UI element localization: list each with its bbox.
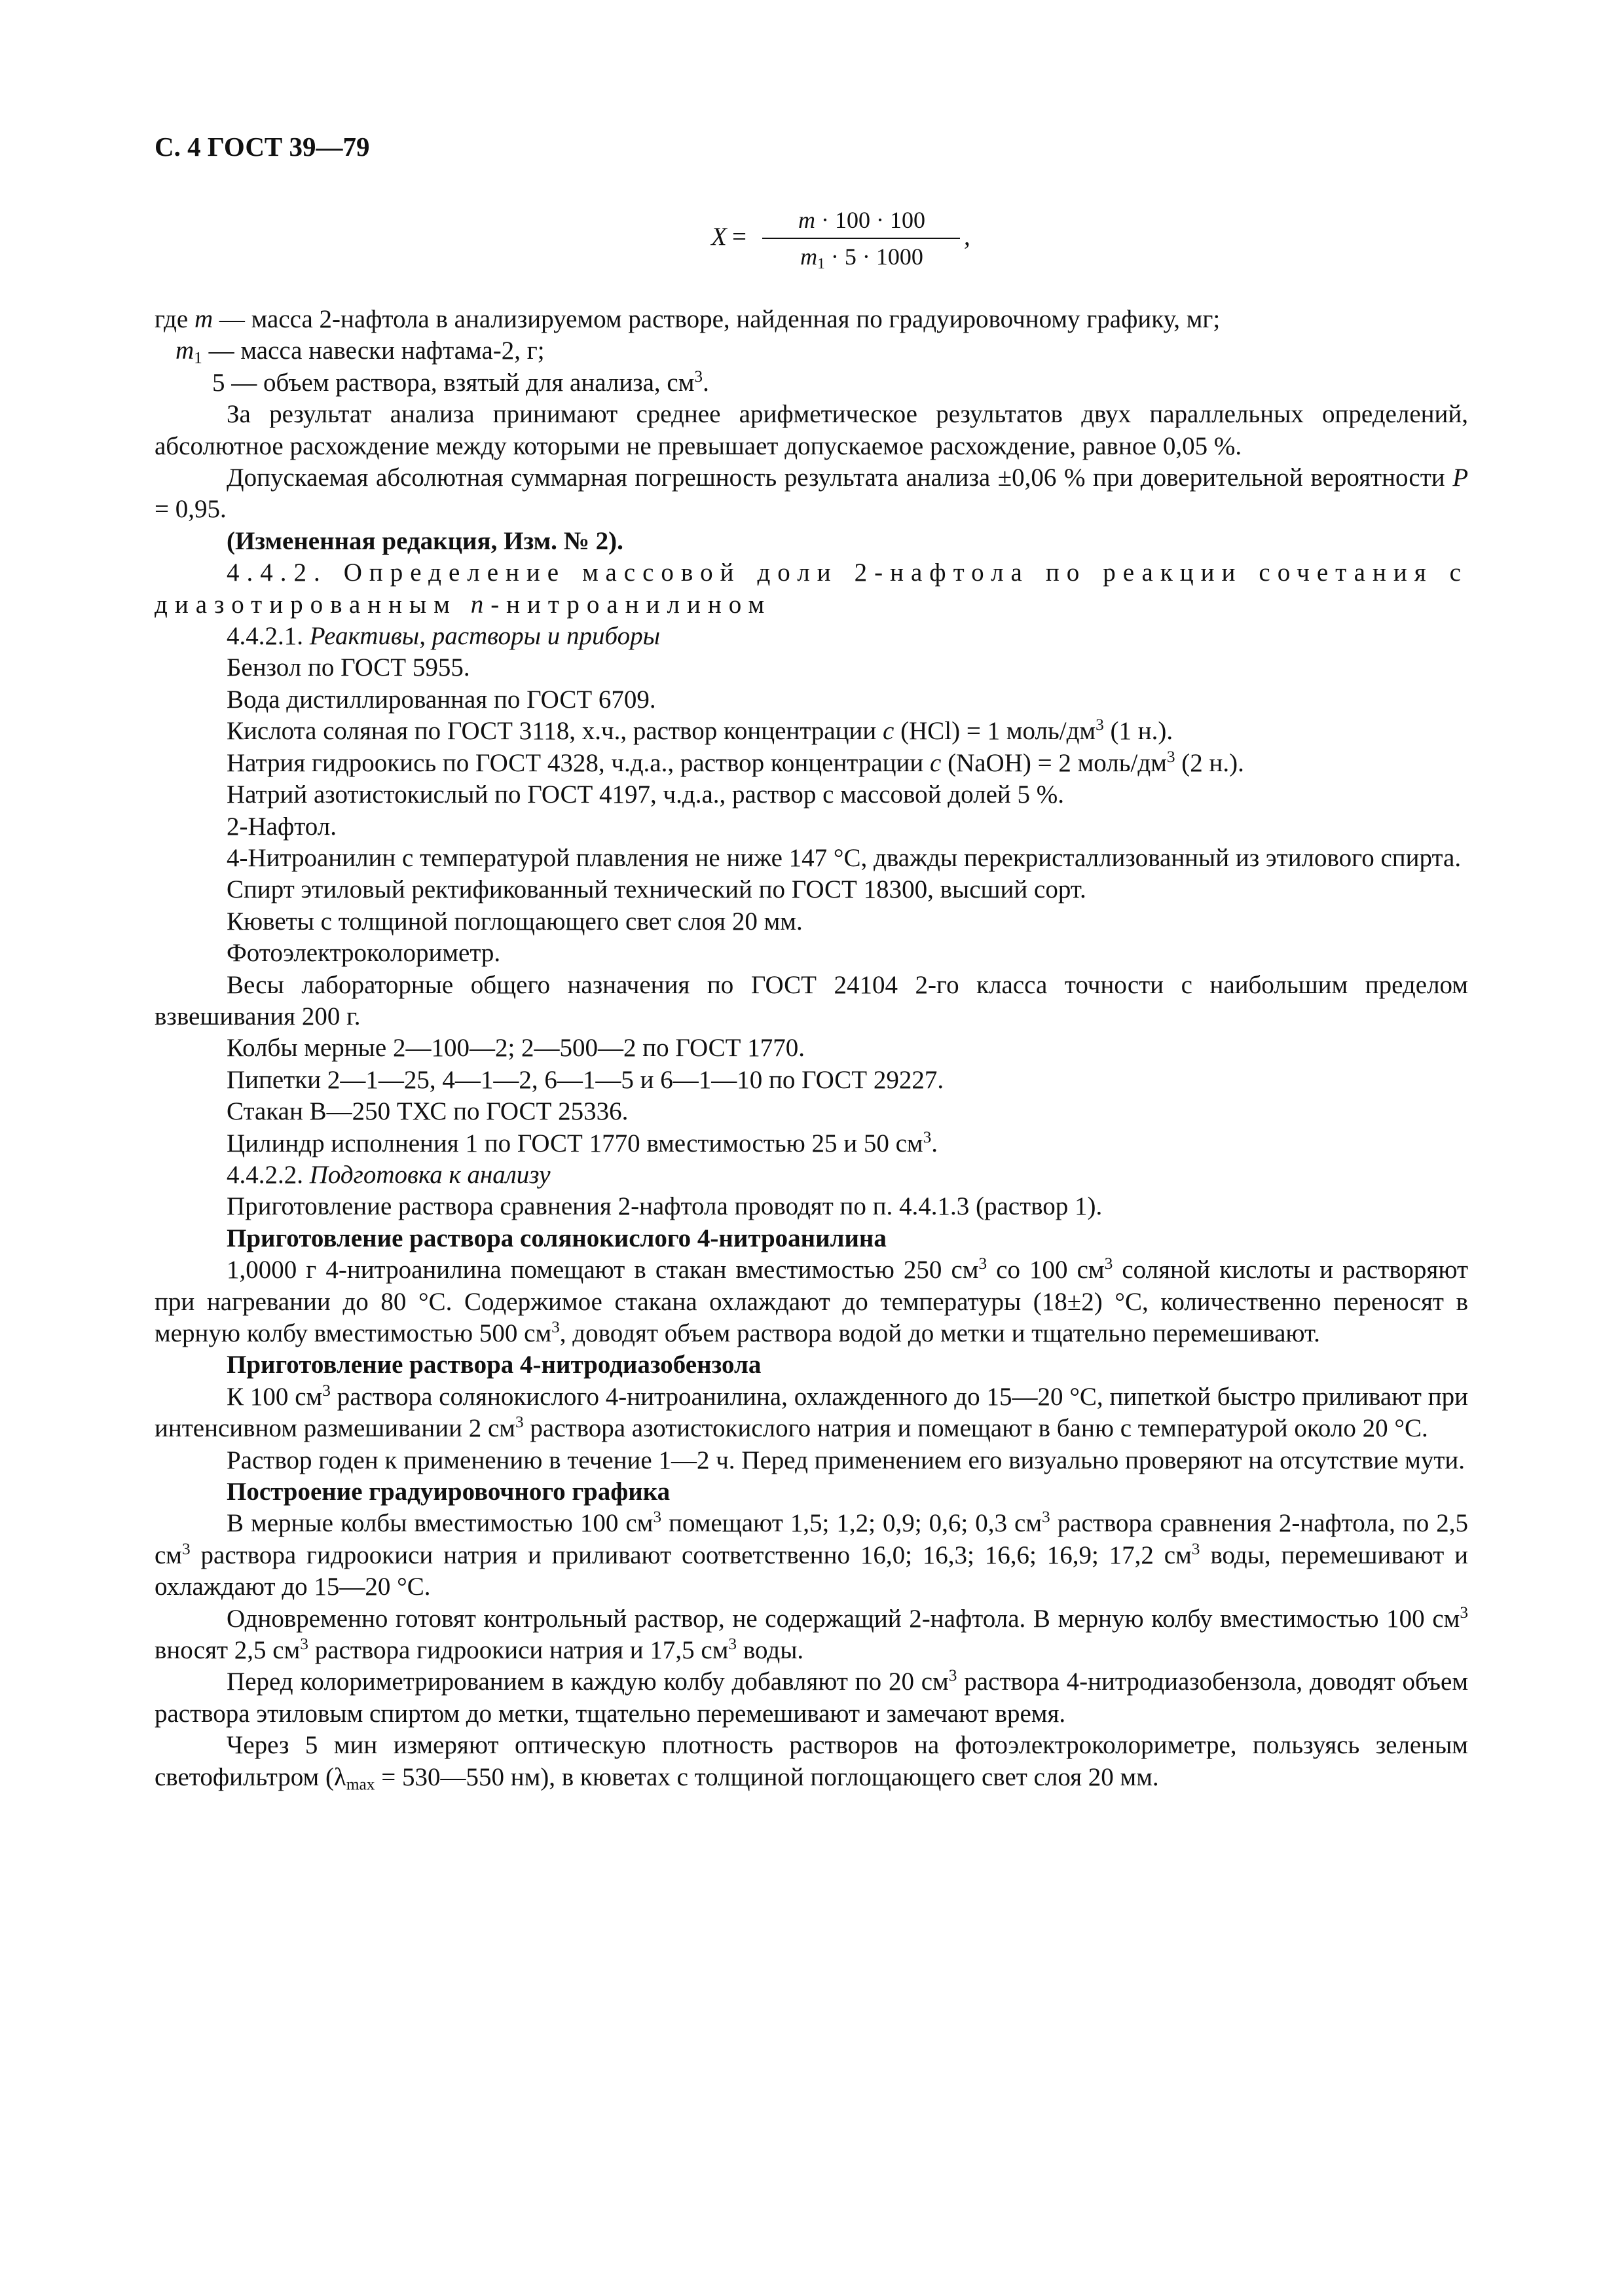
formula-denominator: $m_1 \cdot 5 \cdot 1000$	[800, 244, 923, 272]
paragraph-hcl-nitroaniline: 1,0000 г 4-нитроанилина помещают в стакан вместимостью 250 $см^3$ со 100 $см^3$ соляной кислоты и растворяют при нагревании до 80 °С. Содержимое стакана охлаждают до температуры (18±2) °С, количественно переносят в мерную колбу вместимостью 500 $см^3$, доводят объем раствора водой до метки и тщательно перемешивают.	[155, 1254, 1468, 1347]
reagent-nitroaniline: 4-Нитроанилин с температурой плавления не ниже 147 °С, дважды перекристаллизованный из этилового спирта.	[227, 843, 1462, 872]
section-4-4-2-2-heading: 4.4.2.2. Подготовка к анализу	[227, 1160, 551, 1189]
reagent-naoh: Натрия гидроокись по ГОСТ 4328, ч.д.а., раствор концентрации c (NaOH) = 2 моль/$дм^3$ (2 н.).	[227, 747, 1244, 777]
paragraph-calibration: В мерные колбы вместимостью 100 $см^3$ помещают 1,5; 1,2; 0,9; 0,6; 0,3 $см^3$ раствора сравнения 2-нафтола, по 2,5 $см^3$ раствора гидроокиси натрия и приливают соответственно 16,0; 16,3; 16,6; 16,9; 17,2 $см^3$ воды, перемешивают и охлаждают до 15—20 °С.	[155, 1508, 1469, 1601]
paragraph-before-colorimetry: Перед колориметрированием в каждую колбу добавляют по 20 $см^3$ раствора 4-нитродиазобензола, доводят объем раствора этиловым спиртом до метки, тщательно перемешивают и замечают время.	[155, 1666, 1469, 1728]
reagent-naphthol: 2-Нафтол.	[227, 812, 337, 841]
equipment-cuvettes: Кюветы с толщиной поглощающего свет слоя 20 мм.	[227, 907, 803, 936]
heading-diazobenzene: Приготовление раствора 4-нитродиазобензола	[227, 1351, 762, 1379]
fraction-bar	[762, 238, 960, 239]
page-header: С. 4 ГОСТ 39—79	[155, 132, 370, 162]
equipment-beaker: Стакан В—250 ТХС по ГОСТ 25336.	[227, 1097, 629, 1126]
section-4-4-2-title: 4.4.2. Определение массовой доли 2-нафтола по реакции сочетания с диазотированным n-нитроанилином	[155, 558, 1468, 619]
formula-eq: =	[732, 223, 746, 251]
reagent-benzene: Бензол по ГОСТ 5955.	[227, 653, 470, 682]
reagent-ethanol: Спирт этиловый ректификованный технический по ГОСТ 18300, высший сорт.	[227, 875, 1086, 904]
equipment-pipettes: Пипетки 2—1—25, 4—1—2, 6—1—5 и 6—1—10 по ГОСТ 29227.	[227, 1065, 944, 1094]
heading-calibration-graph: Построение градуировочного графика	[227, 1478, 671, 1506]
heading-hcl-nitroaniline: Приготовление раствора солянокислого 4-нитроанилина	[227, 1224, 887, 1252]
reagent-water: Вода дистиллированная по ГОСТ 6709.	[227, 685, 656, 714]
formula-x	[711, 204, 970, 276]
document-body	[155, 304, 1468, 1793]
amendment-note: (Измененная редакция, Изм. № 2).	[227, 526, 623, 555]
section-4-4-2-1-heading: 4.4.2.1. Реактивы, растворы и приборы	[227, 622, 661, 651]
result-paragraph: За результат анализа принимают среднее арифметическое результатов двух параллельных определений, абсолютное расхождение между которыми не превышает допускаемое расхождение, равное 0,05 %.	[155, 400, 1468, 460]
equipment-flasks: Колбы мерные 2—100—2; 2—500—2 по ГОСТ 1770.	[227, 1034, 805, 1063]
error-paragraph: Допускаемая абсолютная суммарная погрешность результата анализа ±0,06 % при доверительной вероятности P = 0,95.	[155, 464, 1469, 524]
paragraph-diazobenzene: К 100 $см^3$ раствора солянокислого 4-нитроанилина, охлажденного до 15—20 °С, пипеткой быстро приливают при интенсивном размешивании 2 $см^3$ раствора азотистокислого натрия и помещают в баню с температурой около 20 °С.	[155, 1381, 1468, 1443]
where-five: 5 — объем раствора, взятый для анализа, $см^3$.	[212, 367, 709, 397]
reagent-nitrite: Натрий азотистокислый по ГОСТ 4197, ч.д.а., раствор с массовой долей 5 %.	[227, 780, 1065, 809]
paragraph-stability: Раствор годен к применению в течение 1—2 ч. Перед применением его визуально проверяют на отсутствие мути.	[227, 1446, 1465, 1474]
formula-lhs: X	[711, 223, 727, 251]
formula-numerator: m · 100 · 100	[798, 207, 925, 233]
equipment-cylinder: Цилиндр исполнения 1 по ГОСТ 1770 вместимостью 25 и 50 $см^3$.	[227, 1127, 938, 1157]
prep-compare-solution: Приготовление раствора сравнения 2-нафтола проводят по п. 4.4.1.3 (раствор 1).	[227, 1192, 1103, 1221]
equipment-balance: Весы лабораторные общего назначения по ГОСТ 24104 2-го класса точности с наибольшим пределом взвешивания 200 г.	[155, 970, 1468, 1030]
reagent-hcl: Кислота соляная по ГОСТ 3118, х.ч., раствор концентрации c (HCl) = 1 моль/$дм^3$ (1 н.).	[227, 716, 1173, 746]
where-m1: $m_1$ — масса навески нафтама-2, г;	[175, 337, 545, 367]
formula-comma: ,	[964, 223, 970, 251]
paragraph-control-solution: Одновременно готовят контрольный раствор, не содержащий 2-нафтола. В мерную колбу вместимостью 100 $см^3$ вносят 2,5 $см^3$ раствора гидроокиси натрия и 17,5 $см^3$ воды.	[155, 1603, 1468, 1665]
where-m: где m — масса 2-нафтола в анализируемом растворе, найденная по градуировочному графику, мг;	[155, 305, 1221, 333]
paragraph-measurement: Через 5 мин измеряют оптическую плотность растворов на фотоэлектроколориметре, пользуясь зеленым светофильтром ($\lambda_{max}$ = 530—550 нм), в кюветах с толщиной поглощающего свет слоя 20 мм.	[155, 1731, 1468, 1794]
equipment-photometer: Фотоэлектроколориметр.	[227, 939, 501, 968]
